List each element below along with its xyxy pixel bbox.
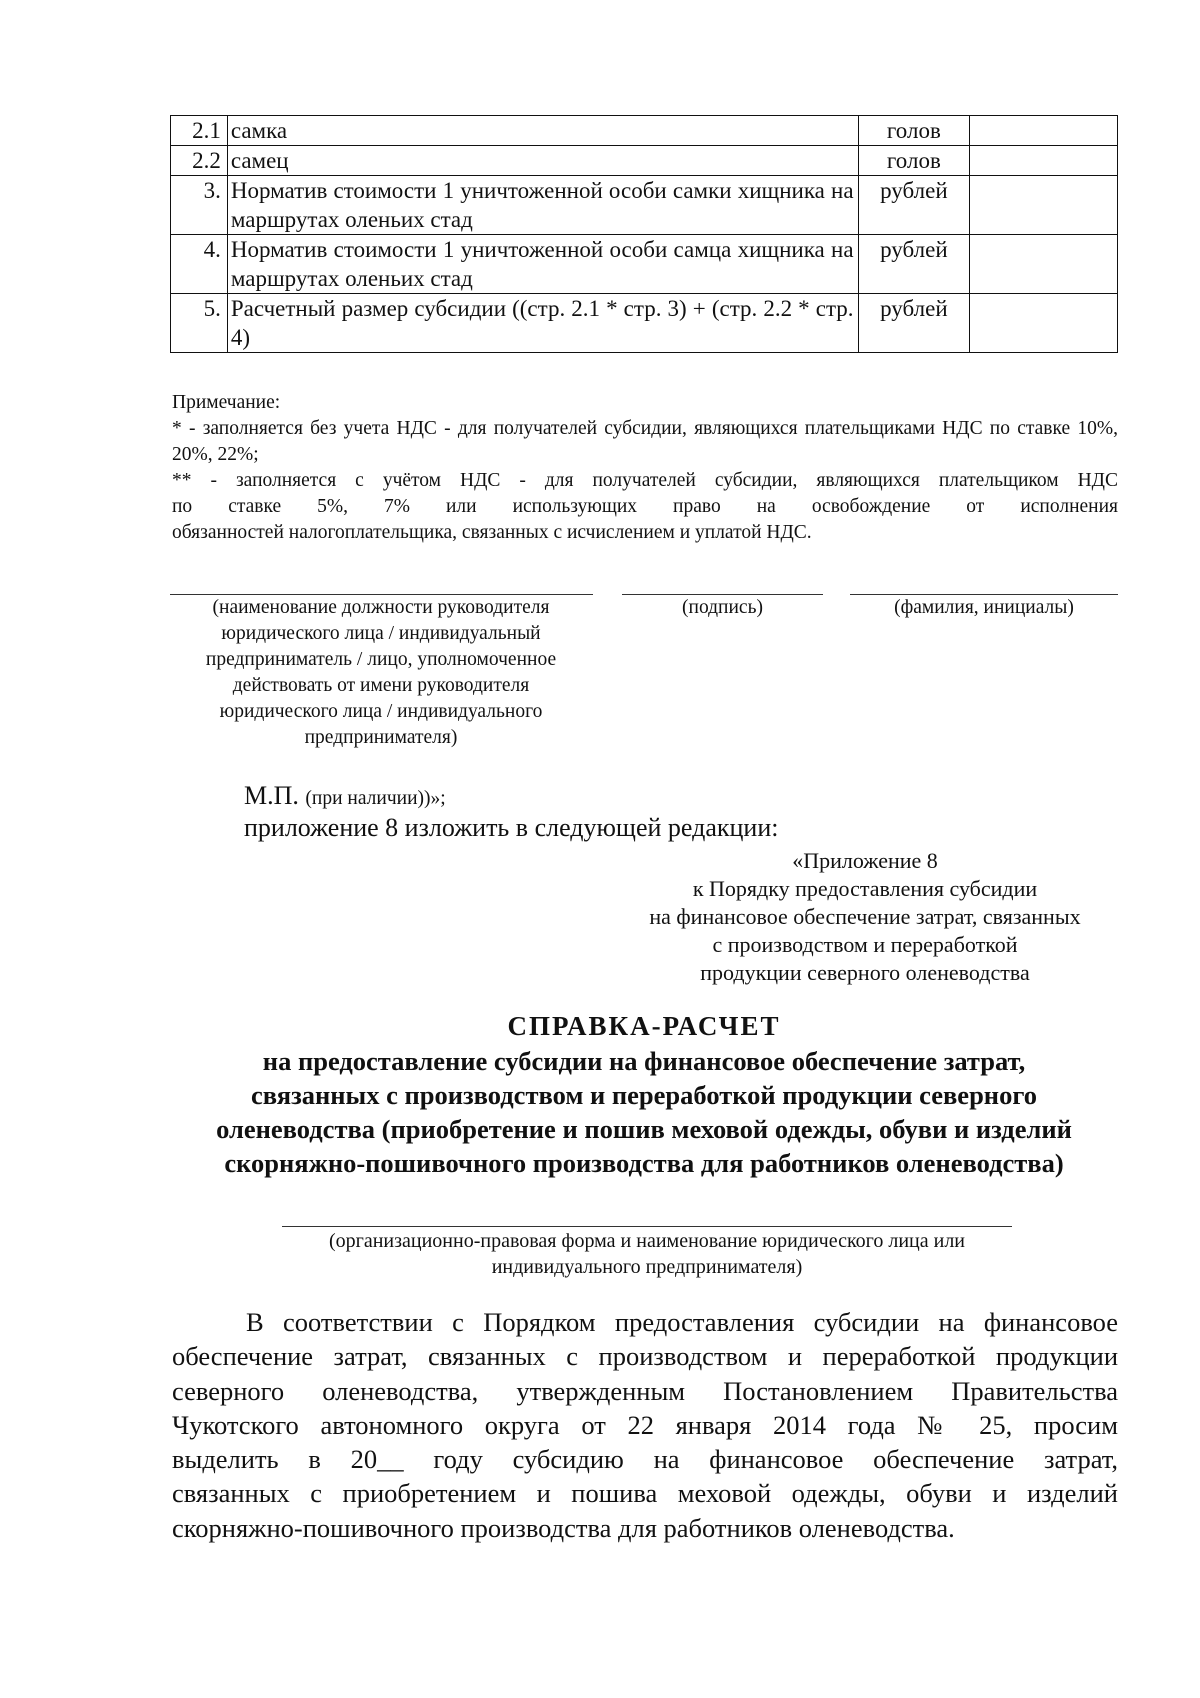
body-line: связанных с приобретением и пошива меховой одежды, обуви и изделий [172,1478,1118,1509]
body-line: северного оленеводства, утвержденным Постановлением Правительства [172,1375,1118,1406]
table-row [171,176,1118,235]
row-number: 3. [171,176,228,235]
organization-caption-line: (организационно-правовая форма и наименование юридического лица или [328,1230,966,1252]
row-value [970,294,1118,353]
stamp-note: (при наличии))»; [305,788,446,809]
name-caption: (фамилия, инициалы) [894,597,1074,618]
organization-line [282,1226,1012,1227]
body-line: В соответствии с Порядком предоставления субсидии на финансовое [246,1307,1118,1337]
subtitle-line: на предоставление субсидии на финансовое обеспечение затрат, [262,1046,1026,1076]
note-with-vat-line3: обязанностей налогоплательщика, связанных с исчислением и уплатой НДС. [172,522,812,543]
position-caption [168,595,594,751]
row-unit: голов [858,146,970,176]
row-unit: рублей [858,235,970,294]
row-unit: голов [858,116,970,146]
position-caption-line: юридического лица / индивидуальный [221,623,541,644]
position-caption-line: предпринимателя) [304,727,458,748]
subtitle-line: скорняжно-пошивочного производства для работников оленеводства) [224,1148,1064,1178]
row-name: самка [227,116,858,146]
row-number: 2.1 [171,116,228,146]
row-value [970,146,1118,176]
signature-caption: (подпись) [682,597,763,618]
appendix-line: продукции северного оленеводства [700,960,1030,985]
stamp-place [244,781,446,814]
body-line: скорняжно-пошивочного производства для работников оленеводства. [172,1512,955,1543]
position-caption-line: (наименование должности руководителя [212,597,550,618]
row-unit: рублей [858,176,970,235]
document-subtitle [170,1044,1118,1180]
row-value [970,176,1118,235]
body-line: обеспечение затрат, связанных с производством и переработкой продукции [172,1341,1118,1372]
note-without-vat: * - заполняется без учета НДС - для получателей субсидии, являющихся плательщиками НДС по ставке 10%, 20%, 22%; [172,418,1118,465]
appendix-line: на финансовое обеспечение затрат, связанных [649,904,1081,929]
row-name: Расчетный размер субсидии ((стр. 2.1 * стр. 3) + (стр. 2.2 * стр. 4) [227,294,858,353]
row-value [970,116,1118,146]
calculation-table [170,115,1118,353]
row-number: 4. [171,235,228,294]
row-name: самец [227,146,858,176]
appendix-line: к Порядку предоставления субсидии [692,876,1038,901]
notes-heading: Примечание: [172,392,281,413]
stamp-label: М.П. [244,781,299,810]
appendix-line: «Приложение 8 [792,848,938,873]
appendix-line: с производством и переработкой [712,932,1018,957]
body-line: выделить в 20__ году субсидию на финансовое обеспечение затрат, [172,1444,1118,1475]
organization-caption-line: индивидуального предпринимателя) [491,1256,803,1278]
row-unit: рублей [858,294,970,353]
row-number: 2.2 [171,146,228,176]
position-caption-line: юридического лица / индивидуального [219,701,543,722]
notes-block [172,390,1118,546]
body-line: Чукотского автономного округа от 22 января 2014 года № 25, просим [172,1409,1118,1440]
row-name: Норматив стоимости 1 уничтоженной особи самца хищника на маршрутах оленьих стад [227,235,858,294]
appendix-header [600,847,1130,987]
organization-caption [272,1228,1022,1280]
amendment-text: приложение 8 изложить в следующей редакции: [244,813,779,842]
subtitle-line: оленеводства (приобретение и пошив меховой одежды, обуви и изделий [216,1114,1072,1144]
row-number: 5. [171,294,228,353]
table-row [171,146,1118,176]
row-name: Норматив стоимости 1 уничтоженной особи самки хищника на маршрутах оленьих стад [227,176,858,235]
table-row [171,116,1118,146]
document-title: СПРАВКА-РАСЧЕТ [507,1011,781,1041]
subtitle-line: связанных с производством и переработкой продукции северного [251,1080,1037,1110]
position-caption-line: действовать от имени руководителя [232,675,530,696]
row-value [970,235,1118,294]
note-with-vat-line1: ** - заполняется с учётом НДС - для получателей субсидии, являющихся плательщиком НДС [172,470,1118,491]
body-paragraph [172,1305,1118,1545]
note-with-vat-line2: по ставке 5%, 7% или использующих право на освобождение от исполнения [172,496,1118,517]
position-caption-line: предприниматель / лицо, уполномоченное [205,649,557,670]
table-row [171,235,1118,294]
table-row [171,294,1118,353]
